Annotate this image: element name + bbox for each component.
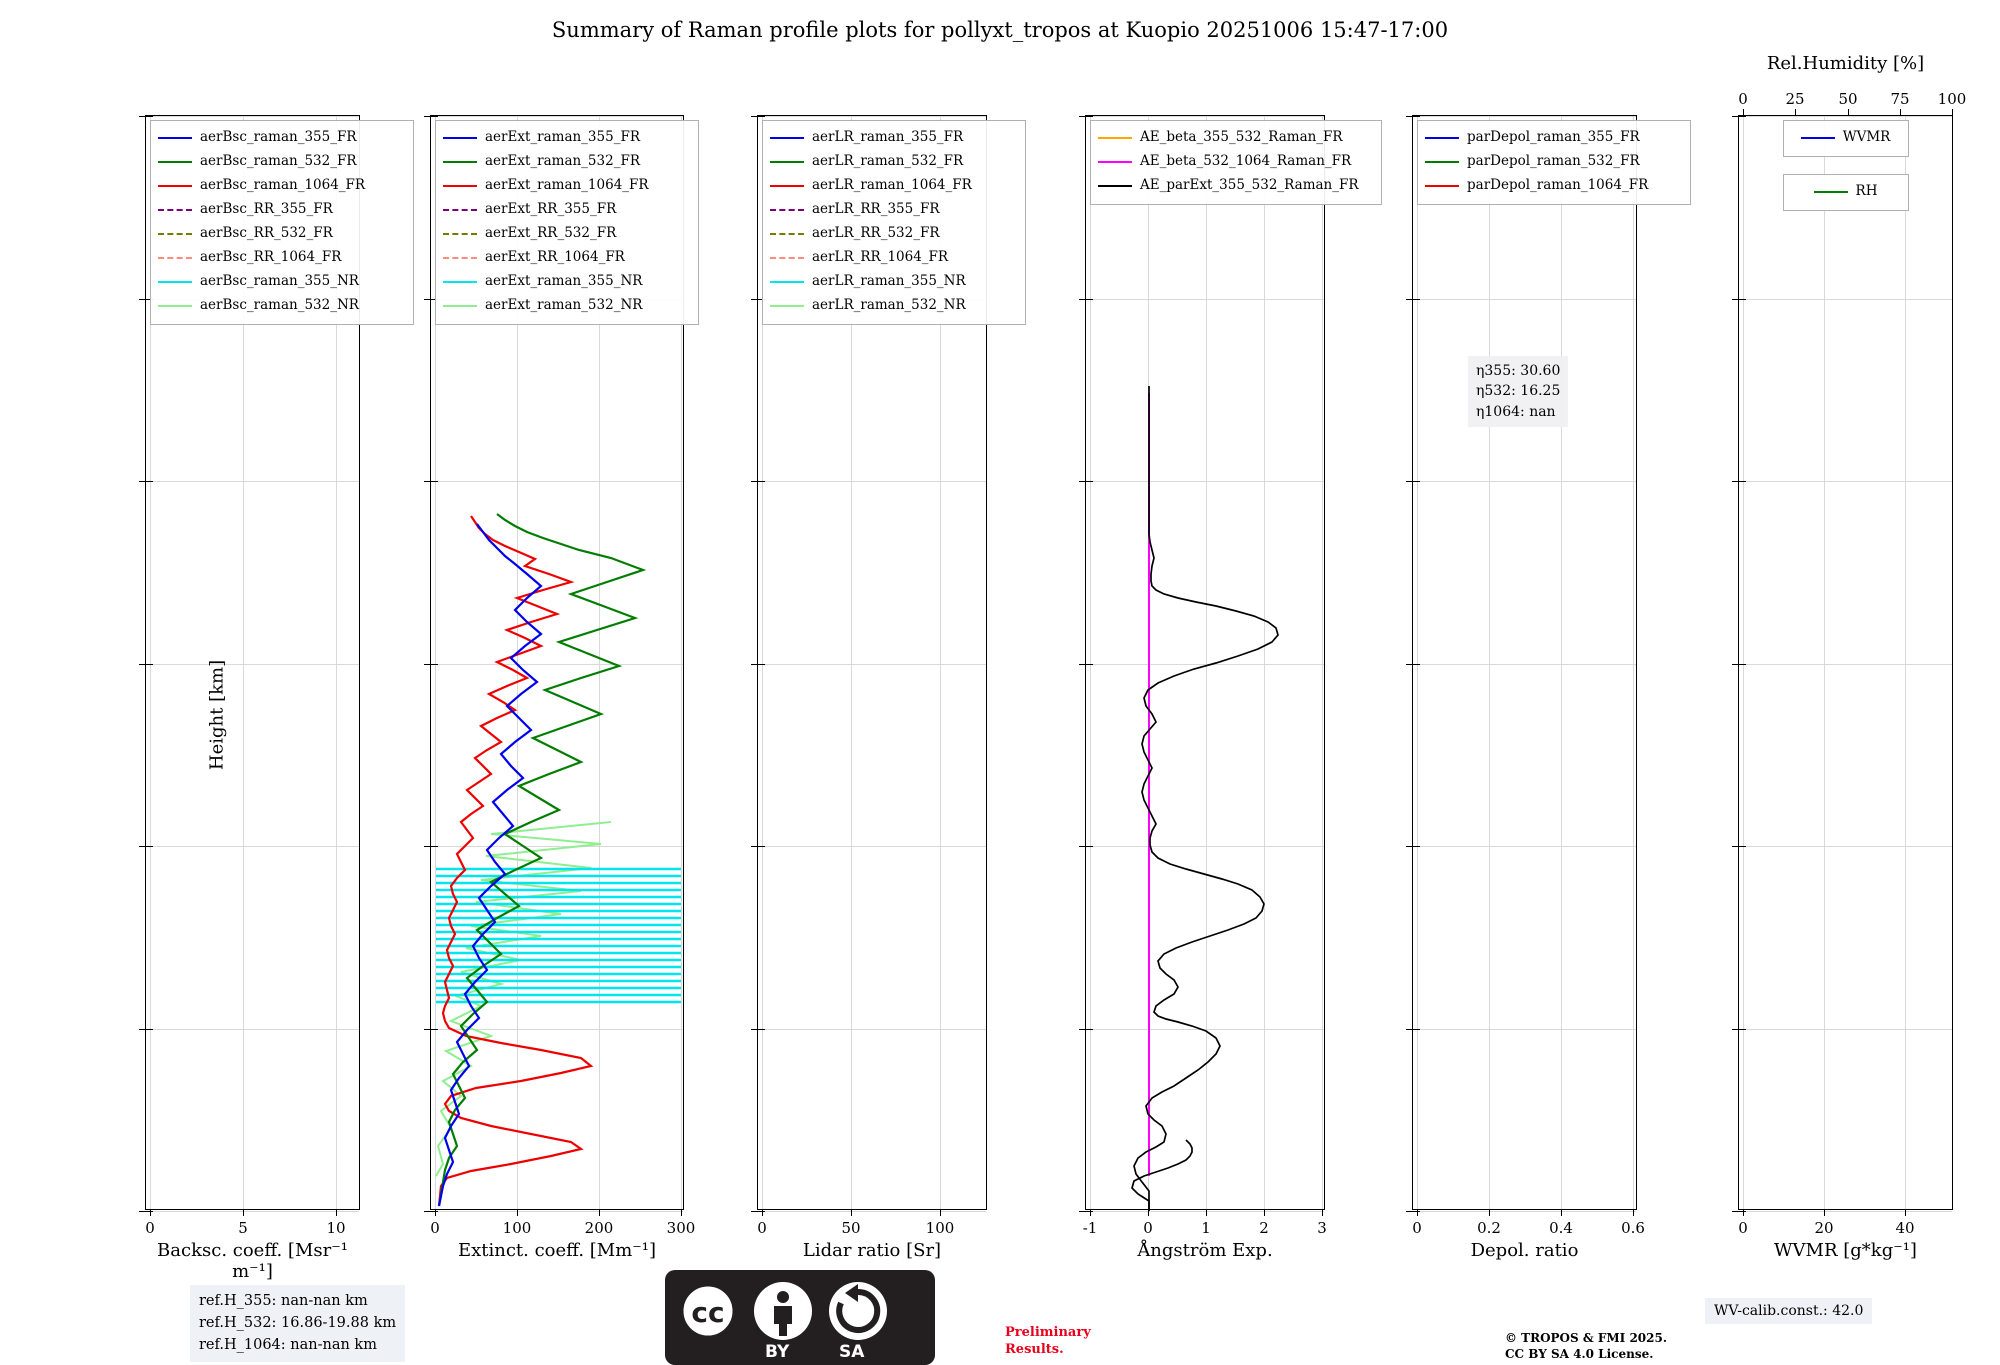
panel-backscatter xyxy=(145,115,366,1282)
x-tick: 3 xyxy=(1317,1219,1327,1237)
panel-angstrom xyxy=(1082,115,1359,1261)
legend-extinction xyxy=(435,120,699,325)
top-x-tick: 25 xyxy=(1785,90,1805,108)
legend-swatch xyxy=(443,305,477,307)
legend-label: aerBsc_RR_355_FR xyxy=(200,201,333,218)
top-x-tick: 100 xyxy=(1937,90,1967,108)
legend-swatch xyxy=(1098,185,1132,187)
cc-sa-share-alike-icon xyxy=(829,1282,887,1340)
legend-swatch xyxy=(158,233,192,235)
x-tick: 2 xyxy=(1259,1219,1269,1237)
legend-swatch xyxy=(1814,191,1848,193)
x-tick: 0 xyxy=(145,1219,155,1237)
legend-label: aerBsc_raman_532_FR xyxy=(200,153,357,170)
x-axis-label-depol-ratio: Depol. ratio xyxy=(1470,1240,1579,1261)
x-axis-label-extinction: Extinct. coeff. [Mm⁻¹] xyxy=(457,1240,657,1261)
x-tick: 0.4 xyxy=(1549,1219,1573,1237)
legend-swatch xyxy=(1801,137,1835,139)
x-axis-label-backscatter: Backsc. coeff. [Msr⁻¹ m⁻¹] xyxy=(157,1240,348,1282)
ref-h-1064: ref.H_1064: nan-nan km xyxy=(199,1336,377,1353)
legend-swatch xyxy=(443,185,477,187)
panel-extinction xyxy=(430,115,696,1261)
legend-swatch xyxy=(1098,137,1132,139)
legend-swatch xyxy=(443,209,477,211)
legend-rh xyxy=(1783,174,1909,211)
copyright-line-2: CC BY SA 4.0 License. xyxy=(1505,1347,1654,1362)
legend-label: aerExt_raman_355_NR xyxy=(485,273,643,290)
x-tick: 0 xyxy=(757,1219,767,1237)
top-x-tick: 0 xyxy=(1738,90,1748,108)
cc-icon xyxy=(679,1282,737,1340)
copyright-note xyxy=(1505,1330,1667,1362)
y-axis-label: Height [km] xyxy=(206,659,228,771)
legend-swatch xyxy=(1425,137,1459,139)
top-axis-label-rh: Rel.Humidity [%] xyxy=(1766,53,1925,74)
legend-swatch xyxy=(770,257,804,259)
legend-label: aerBsc_raman_532_NR xyxy=(200,297,359,314)
cc-sa-label: SA xyxy=(839,1342,865,1362)
legend-lidar-ratio xyxy=(762,120,1026,325)
legend-swatch xyxy=(770,305,804,307)
panel-depol-ratio xyxy=(1412,115,1649,1261)
svg-text:cc: cc xyxy=(691,1296,725,1329)
x-axis-label-wvmr: WVMR [g*kg⁻¹] xyxy=(1774,1240,1917,1261)
legend-swatch xyxy=(770,209,804,211)
eta-1064-value: nan xyxy=(1529,403,1556,420)
x-tick: 100 xyxy=(502,1219,532,1237)
legend-label: aerBsc_raman_355_FR xyxy=(200,129,357,146)
x-tick: 0.2 xyxy=(1477,1219,1501,1237)
legend-swatch xyxy=(1425,161,1459,163)
copyright-line-1: © TROPOS & FMI 2025. xyxy=(1505,1331,1668,1345)
plot-area-depol-ratio xyxy=(1412,115,1649,1237)
legend-label: AE_beta_355_532_Raman_FR xyxy=(1140,129,1343,146)
x-tick: 0 xyxy=(1738,1219,1748,1237)
eta-532-label: η532: xyxy=(1476,383,1516,400)
legend-label: aerExt_raman_355_FR xyxy=(485,129,640,146)
eta-355-label: η355: xyxy=(1476,363,1516,379)
legend-swatch xyxy=(158,257,192,259)
x-tick: 0 xyxy=(1412,1219,1422,1237)
legend-label: aerExt_RR_1064_FR xyxy=(485,249,625,266)
legend-label: aerLR_raman_355_NR xyxy=(812,273,966,290)
legend-angstrom xyxy=(1090,120,1382,205)
preliminary-results-note: Preliminary Results. xyxy=(1005,1325,1091,1357)
wv-calib-const-box: WV-calib.const.: 42.0 xyxy=(1705,1298,1872,1324)
x-tick: 0 xyxy=(430,1219,440,1237)
x-tick: 200 xyxy=(584,1219,614,1237)
legend-swatch xyxy=(770,281,804,283)
legend-label: aerLR_raman_532_NR xyxy=(812,297,966,314)
legend-label: aerBsc_RR_532_FR xyxy=(200,225,333,242)
legend-label: WVMR xyxy=(1842,129,1891,146)
panel-wvmr xyxy=(1738,53,1967,1261)
legend-swatch xyxy=(770,233,804,235)
legend-swatch xyxy=(158,161,192,163)
legend-label: aerExt_raman_532_FR xyxy=(485,153,640,170)
legend-label: aerLR_RR_532_FR xyxy=(812,225,940,242)
x-tick: 5 xyxy=(238,1219,248,1237)
eta-355-value: 30.60 xyxy=(1520,363,1561,379)
creative-commons-logo xyxy=(665,1270,935,1365)
legend-swatch xyxy=(770,161,804,163)
plot-area-backscatter xyxy=(145,115,366,1237)
legend-label: aerExt_RR_355_FR xyxy=(485,201,617,218)
x-tick: 100 xyxy=(925,1219,955,1237)
legend-swatch xyxy=(770,185,804,187)
angstrom-data-curves xyxy=(1086,116,1326,1211)
legend-label: AE_parExt_355_532_Raman_FR xyxy=(1140,177,1359,194)
plot-area-wvmr xyxy=(1738,90,1967,1237)
legend-label: AE_beta_532_1064_Raman_FR xyxy=(1140,153,1352,170)
legend-label: aerExt_RR_532_FR xyxy=(485,225,617,242)
ref-h-355: ref.H_355: nan-nan km xyxy=(199,1293,368,1309)
legend-label: aerBsc_raman_1064_FR xyxy=(200,177,366,194)
legend-label: parDepol_raman_1064_FR xyxy=(1467,177,1649,194)
legend-label: aerBsc_raman_355_NR xyxy=(200,273,359,290)
plot-area-extinction xyxy=(430,115,696,1237)
x-tick: 10 xyxy=(326,1219,346,1237)
top-x-tick: 50 xyxy=(1838,90,1858,108)
legend-label: aerBsc_RR_1064_FR xyxy=(200,249,342,266)
x-tick: 40 xyxy=(1895,1219,1915,1237)
plot-area-lidar-ratio xyxy=(757,115,987,1237)
legend-swatch xyxy=(443,137,477,139)
x-axis-label-angstrom: Ångström Exp. xyxy=(1137,1240,1273,1261)
legend-label: parDepol_raman_532_FR xyxy=(1467,153,1640,170)
legend-swatch xyxy=(158,305,192,307)
legend-label: aerExt_raman_1064_FR xyxy=(485,177,649,194)
cc-by-person-icon xyxy=(754,1282,812,1340)
page-title: Summary of Raman profile plots for pollyxt_tropos at Kuopio 20251006 15:47-17:00 xyxy=(551,18,1449,42)
x-tick: 0 xyxy=(1143,1219,1153,1237)
legend-label: parDepol_raman_355_FR xyxy=(1467,129,1640,146)
eta-1064-label: η1064: xyxy=(1476,403,1525,420)
legend-swatch xyxy=(770,137,804,139)
cc-by-label: BY xyxy=(765,1342,790,1362)
top-x-tick: 75 xyxy=(1890,90,1910,108)
legend-label: aerLR_raman_355_FR xyxy=(812,129,964,146)
x-tick: 0.6 xyxy=(1621,1219,1645,1237)
legend-swatch xyxy=(443,233,477,235)
legend-backscatter xyxy=(150,120,414,325)
legend-label: aerLR_raman_532_FR xyxy=(812,153,964,170)
legend-swatch xyxy=(1425,185,1459,187)
legend-label: aerLR_RR_1064_FR xyxy=(812,249,949,266)
eta-annotation xyxy=(1468,356,1568,427)
reference-height-box xyxy=(190,1285,405,1362)
legend-depol-ratio xyxy=(1417,120,1691,205)
legend-label: aerLR_raman_1064_FR xyxy=(812,177,972,194)
panel-lidar-ratio xyxy=(757,115,987,1261)
legend-swatch xyxy=(158,209,192,211)
x-tick: 20 xyxy=(1814,1219,1834,1237)
plot-area-angstrom xyxy=(1082,115,1359,1237)
legend-swatch xyxy=(1098,161,1132,163)
legend-label: aerExt_raman_532_NR xyxy=(485,297,643,314)
legend-swatch xyxy=(158,137,192,139)
legend-wvmr xyxy=(1783,120,1909,157)
x-tick: 50 xyxy=(841,1219,861,1237)
x-axis-label-lidar-ratio: Lidar ratio [Sr] xyxy=(802,1240,942,1261)
legend-swatch xyxy=(443,281,477,283)
x-tick: 300 xyxy=(666,1219,696,1237)
x-tick: 1 xyxy=(1201,1219,1211,1237)
x-tick: -1 xyxy=(1082,1219,1098,1237)
ref-h-532: ref.H_532: 16.86-19.88 km xyxy=(199,1314,397,1331)
legend-label: RH xyxy=(1855,183,1878,200)
legend-label: aerLR_RR_355_FR xyxy=(812,201,940,218)
legend-swatch xyxy=(158,281,192,283)
legend-swatch xyxy=(158,185,192,187)
eta-532-value: 16.25 xyxy=(1520,383,1561,400)
legend-swatch xyxy=(443,161,477,163)
legend-swatch xyxy=(443,257,477,259)
